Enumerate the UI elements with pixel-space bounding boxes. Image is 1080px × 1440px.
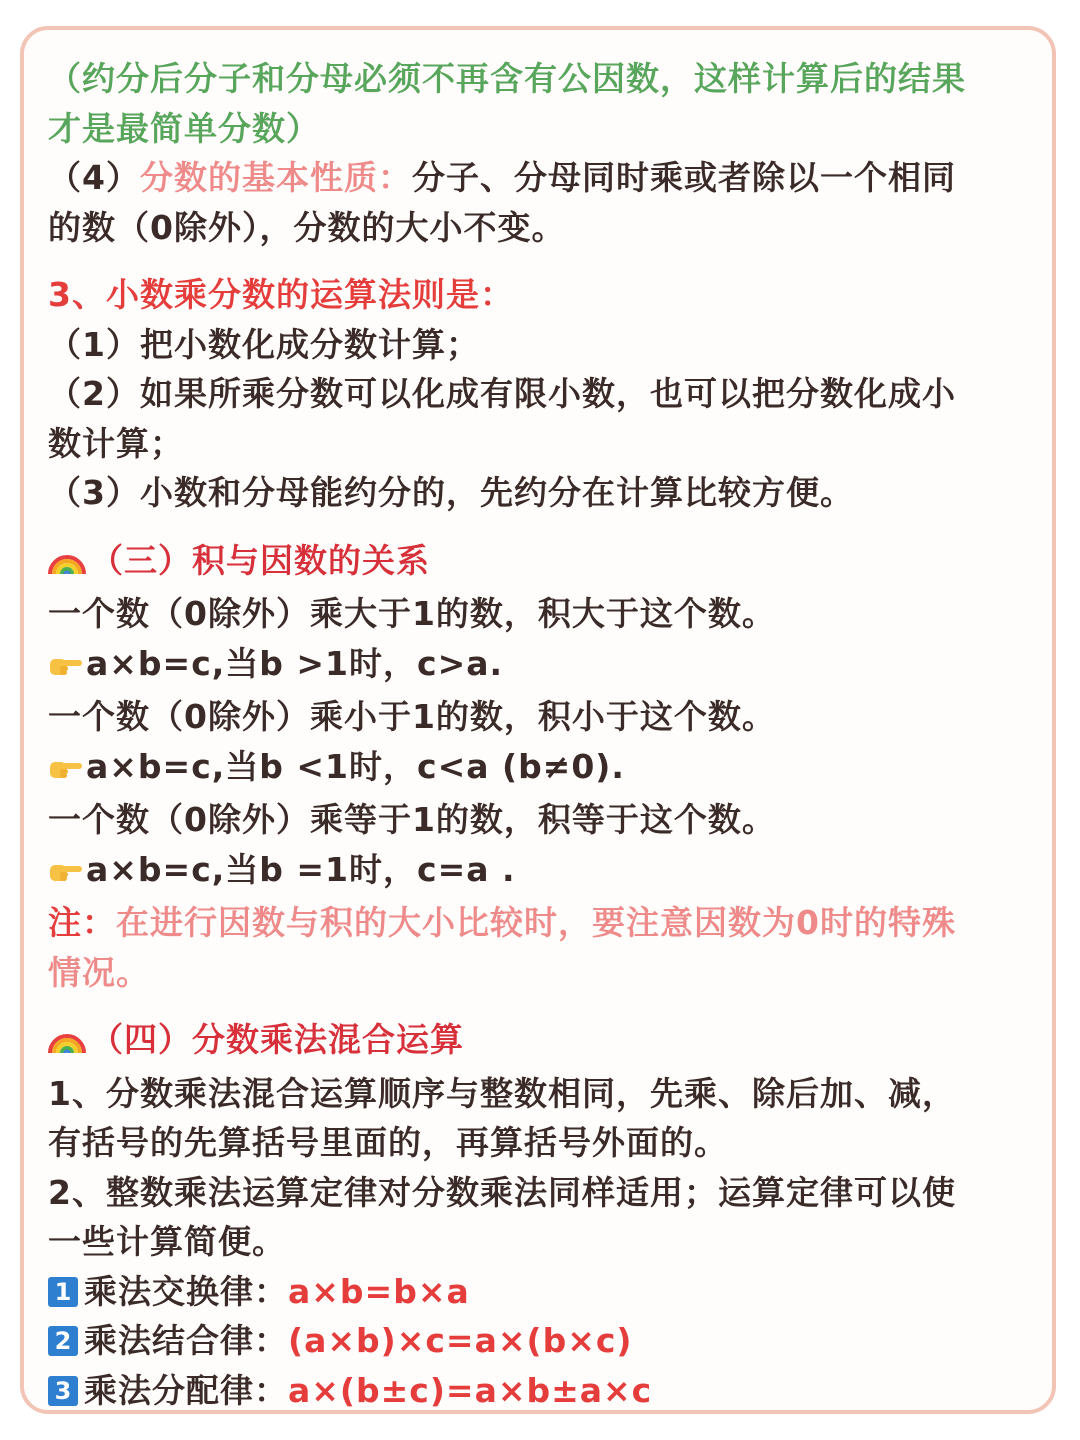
rainbow-icon (48, 1019, 86, 1069)
law-name: 乘法交换律： (84, 1271, 288, 1311)
document-body (48, 54, 1038, 1415)
part3-heading: （三）积与因数的关系 (90, 540, 430, 580)
property4-title: 分数的基本性质： (139, 158, 412, 197)
part3-rule-3: 一个数（0除外）乘等于1的数，积等于这个数。 (48, 800, 776, 839)
note-text: 在进行因数与积的大小比较时，要注意因数为0时的特殊 (116, 903, 956, 942)
law-distributive (48, 1366, 1038, 1416)
law-associative (48, 1316, 1038, 1366)
part3-formula-2-row (48, 742, 1038, 796)
pointing-hand-icon (48, 746, 84, 796)
property4-line-2: 的数（0除外），分数的大小不变。 (48, 207, 566, 247)
number-1-icon: 1 (48, 1277, 78, 1307)
number-3-icon: 3 (48, 1376, 78, 1406)
part3-note-line-1 (48, 898, 1038, 948)
part3-formula-3: a×b=c,当b =1时，c=a . (86, 849, 516, 889)
part3-rule-1: 一个数（0除外）乘大于1的数，积大于这个数。 (48, 594, 776, 633)
green-note-line-1: （约分后分子和分母必须不再含有公因数，这样计算后的结果 (48, 59, 966, 98)
part4-p1-line-2: 有括号的先算括号里面的，再算括号外面的。 (48, 1123, 728, 1162)
note-label: 注： (48, 903, 116, 942)
part4-p1-line-1: 1、分数乘法混合运算顺序与整数相同，先乘、除后加、减， (48, 1073, 956, 1113)
part3-formula-3-row (48, 845, 1038, 899)
law-formula: (a×b)×c=a×(b×c) (288, 1321, 633, 1360)
part4-heading: （四）分数乘法混合运算 (90, 1020, 464, 1059)
property4-text: 分子、分母同时乘或者除以一个相同 (411, 158, 956, 197)
pointing-hand-icon (48, 849, 84, 899)
part3-note-line-2: 情况。 (48, 952, 150, 992)
law-name: 乘法结合律： (84, 1321, 288, 1360)
section3-item-1: （1）把小数化成分数计算； (48, 324, 480, 364)
green-note-line-2: 才是最简单分数） (48, 108, 320, 148)
pointing-hand-icon (48, 643, 84, 693)
law-commutative (48, 1267, 1038, 1317)
section3-item-3: （3）小数和分母能约分的，先约分在计算比较方便。 (48, 473, 854, 512)
law-formula: a×b=b×a (288, 1271, 470, 1311)
part3-formula-2: a×b=c,当b <1时，c<a (b≠0). (86, 746, 625, 786)
law-formula: a×(b±c)=a×b±a×c (288, 1370, 653, 1410)
rainbow-icon (48, 540, 86, 590)
property4-prefix: （4） (48, 158, 140, 197)
section3-item-2-line-2: 数计算； (48, 423, 184, 463)
part4-heading-row (48, 1015, 1038, 1069)
property4-line-1 (48, 153, 1038, 203)
section3-item-2-line-1: （2）如果所乘分数可以化成有限小数，也可以把分数化成小 (48, 374, 956, 413)
number-2-icon: 2 (48, 1326, 78, 1356)
part4-p2-line-2: 一些计算简便。 (48, 1222, 286, 1261)
part4-p2-line-1: 2、整数乘法运算定律对分数乘法同样适用；运算定律可以使 (48, 1172, 956, 1212)
part3-rule-2: 一个数（0除外）乘小于1的数，积小于这个数。 (48, 697, 776, 736)
part3-formula-1-row (48, 639, 1038, 693)
section3-heading: 3、小数乘分数的运算法则是： (48, 275, 514, 314)
part3-formula-1: a×b=c,当b >1时，c>a. (86, 643, 504, 683)
law-name: 乘法分配律： (84, 1370, 288, 1410)
part3-heading-row (48, 536, 1038, 590)
